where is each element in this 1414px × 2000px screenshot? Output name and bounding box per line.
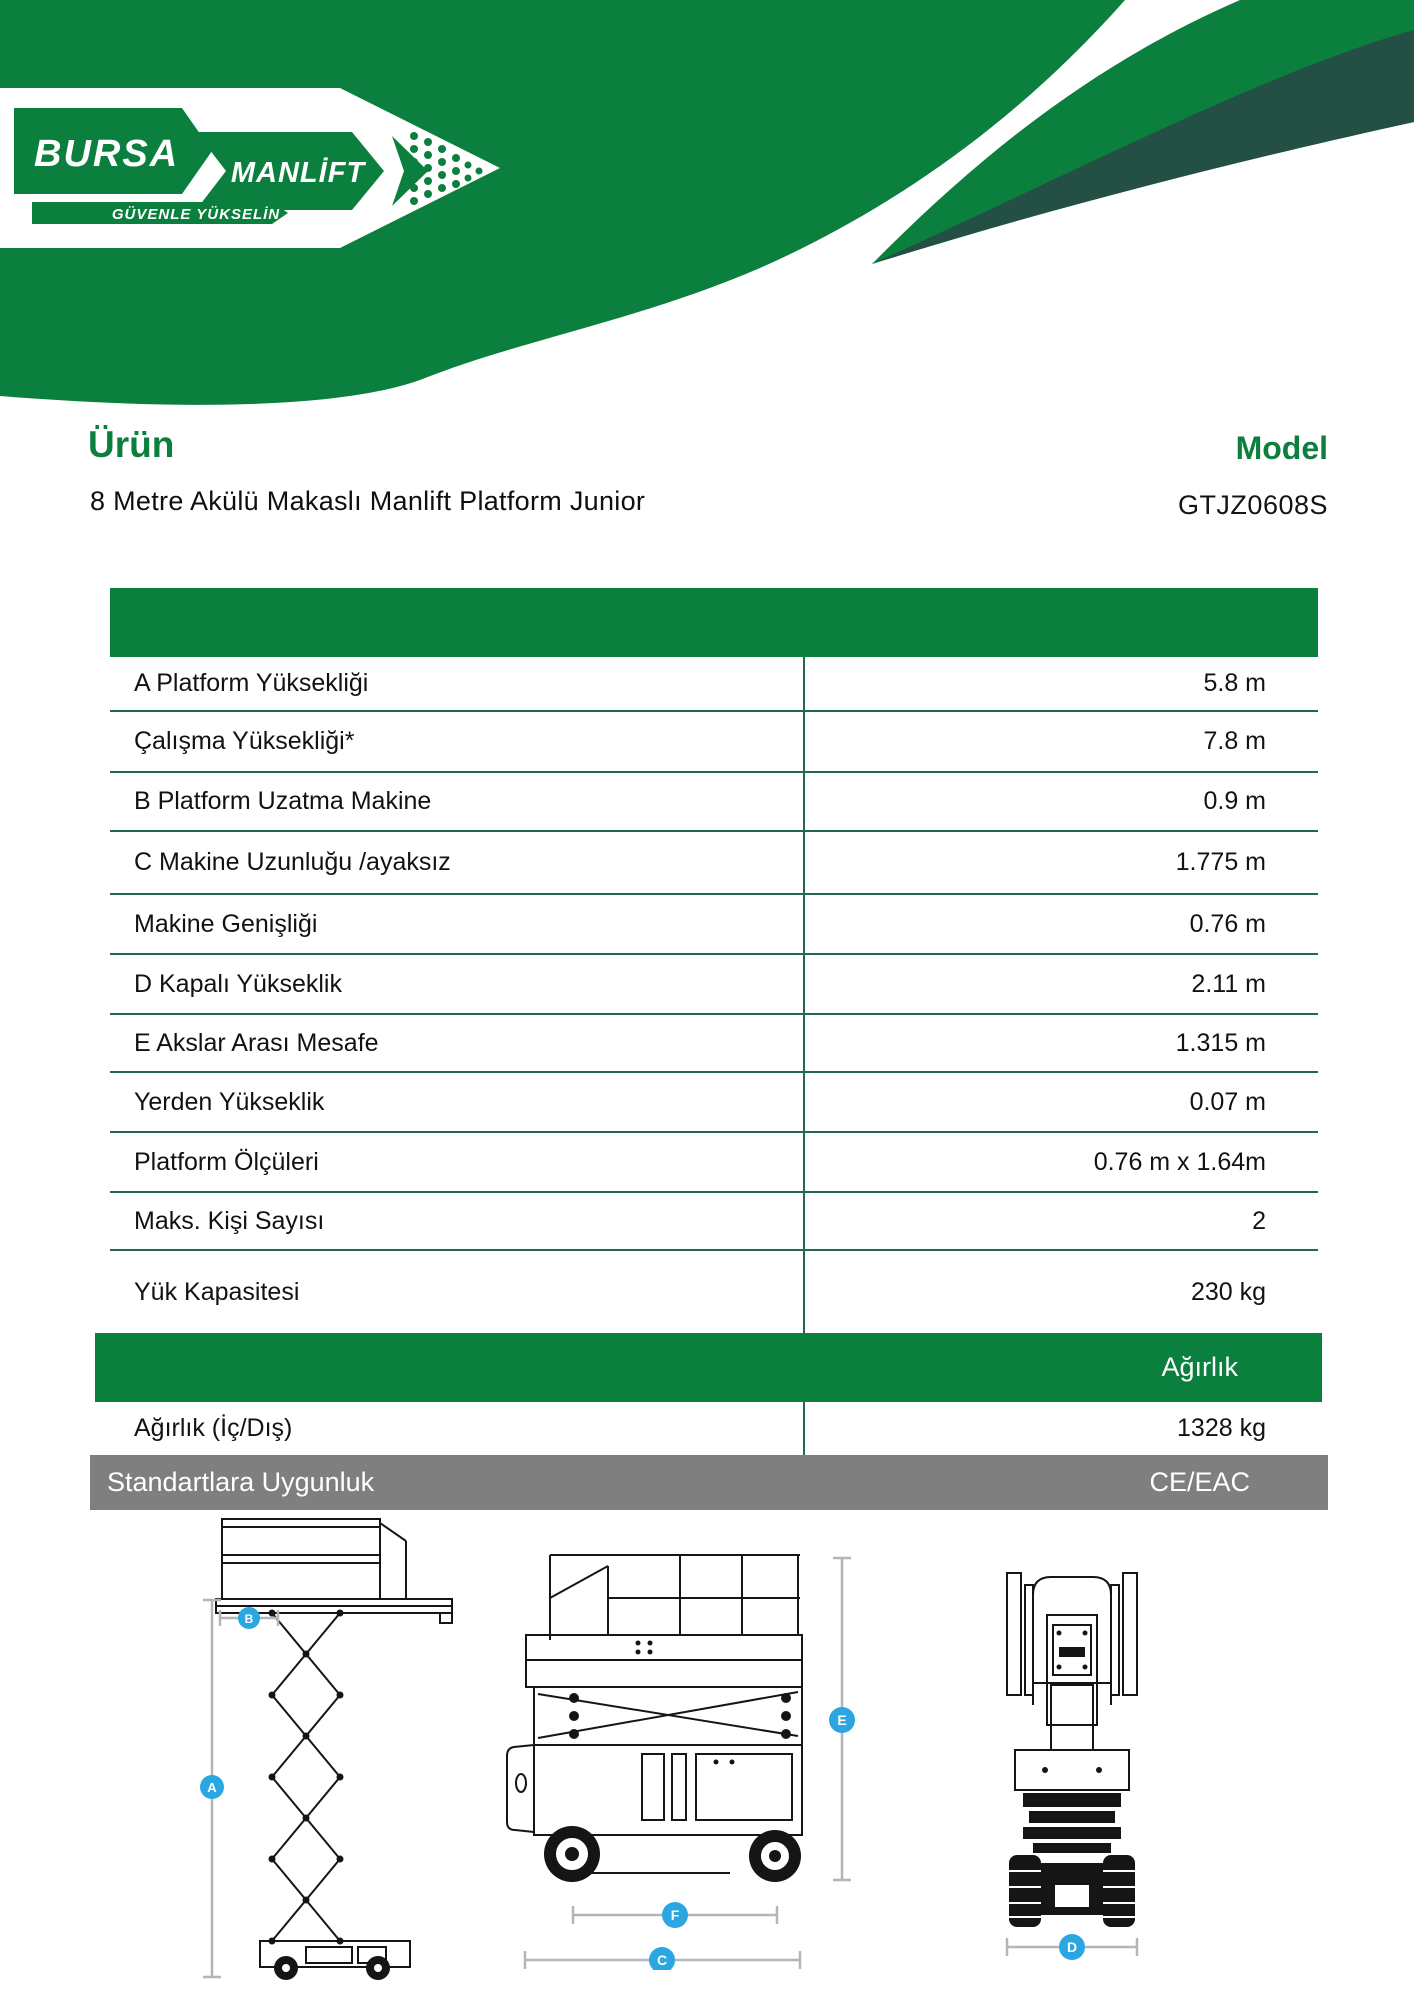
table-row <box>110 832 1318 895</box>
spec-label: Makine Genişliği <box>134 909 318 938</box>
spec-value: 1.315 m <box>803 1015 1318 1071</box>
front-wheel-hub <box>565 1847 579 1861</box>
spec-value: 0.9 m <box>803 773 1318 830</box>
dim-label-f: F <box>670 1907 680 1923</box>
spec-value: 1.775 m <box>803 832 1318 893</box>
table-row <box>110 1015 1318 1073</box>
spec-value: 5.8 m <box>803 657 1318 710</box>
diagram-stowed-side-view <box>490 1540 860 1970</box>
spec-label: C Makine Uzunluğu /ayaksız <box>134 848 451 876</box>
table-row-weight <box>110 1402 1318 1455</box>
spec-value: 230 kg <box>803 1251 1318 1333</box>
spec-value: 0.76 m x 1.64m <box>803 1133 1318 1191</box>
product-name: 8 Metre Akülü Makaslı Manlift Platform Junior <box>90 486 646 516</box>
spec-label: Çalışma Yüksekliği* <box>134 727 355 755</box>
lift-front-art <box>1007 1573 1137 1790</box>
spec-label: Yerden Yükseklik <box>134 1087 325 1116</box>
spec-label: B Platform Uzatma Makine <box>134 787 432 815</box>
spec-value: 2.11 m <box>803 955 1318 1013</box>
brand-name-primary: BURSA <box>34 133 180 175</box>
rear-wheel-hub <box>769 1850 781 1862</box>
compliance-value: CE/EAC <box>1149 1467 1250 1497</box>
table-row <box>110 955 1318 1015</box>
spec-value: 1328 kg <box>803 1402 1318 1455</box>
brand-name-secondary: MANLİFT <box>230 157 366 189</box>
model-section-label: Model <box>1235 430 1328 466</box>
dim-label-a: A <box>207 1780 217 1795</box>
spec-value: 0.76 m <box>803 895 1318 953</box>
spec-label: E Akslar Arası Mesafe <box>134 1028 379 1057</box>
spec-label: Maks. Kişi Sayısı <box>134 1206 325 1235</box>
base-window <box>1055 1885 1089 1907</box>
dim-label-b: B <box>244 1612 254 1626</box>
table-row <box>110 773 1318 832</box>
brand-tagline: GÜVENLE YÜKSELİN <box>111 206 281 223</box>
dim-label-d: D <box>1066 1939 1078 1955</box>
lift-extended-art <box>216 1519 452 1967</box>
wheel-hub <box>374 1964 382 1972</box>
table-row <box>110 712 1318 773</box>
model-code: GTJZ0608S <box>1177 490 1328 520</box>
dim-label-e: E <box>837 1712 847 1728</box>
spec-table-header-bar <box>110 588 1318 657</box>
table-row <box>110 1251 1318 1333</box>
wheel-hub <box>282 1964 290 1972</box>
lift-stowed-art <box>507 1555 802 1873</box>
compliance-bar <box>90 1455 1328 1510</box>
spec-label: A Platform Yüksekliği <box>134 669 369 697</box>
header-graphic <box>0 0 1414 420</box>
weight-section-bar <box>95 1333 1322 1402</box>
spec-table <box>110 588 1318 1333</box>
spec-label: Ağırlık (İç/Dış) <box>134 1414 293 1442</box>
spec-value: 7.8 m <box>803 712 1318 771</box>
spec-label: Platform Ölçüleri <box>134 1147 319 1176</box>
table-row <box>110 1193 1318 1251</box>
product-section-label: Ürün <box>88 424 175 465</box>
table-row <box>110 657 1318 712</box>
table-row <box>110 895 1318 955</box>
diagram-front-view <box>985 1555 1165 1965</box>
spec-value: 2 <box>803 1193 1318 1249</box>
compliance-label: Standartlara Uygunluk <box>107 1467 375 1497</box>
dim-label-c: C <box>656 1952 668 1968</box>
spec-value: 0.07 m <box>803 1073 1318 1131</box>
diagram-extended-side-view <box>110 1513 455 1993</box>
weight-section-title: Ağırlık <box>1161 1352 1238 1382</box>
spec-label: D Kapalı Yükseklik <box>134 969 342 998</box>
spec-label: Yük Kapasitesi <box>134 1277 300 1306</box>
table-row <box>110 1073 1318 1133</box>
table-row <box>110 1133 1318 1193</box>
